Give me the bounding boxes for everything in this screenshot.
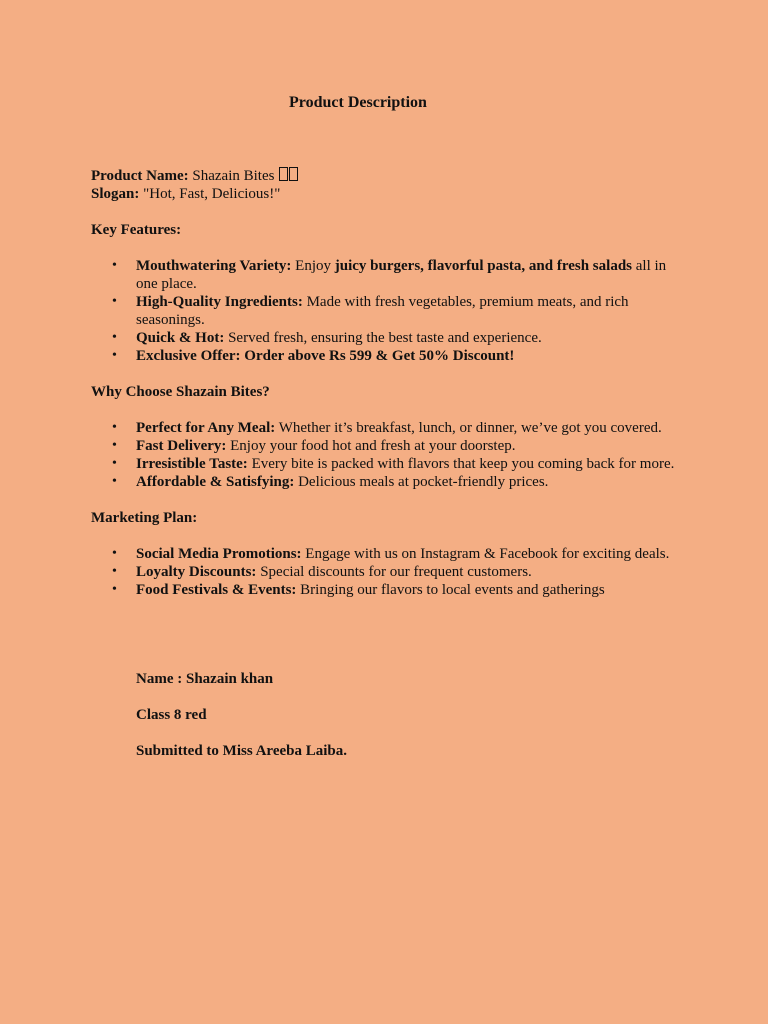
feature-label: High-Quality Ingredients: [136,294,303,310]
feature-highlight: juicy burgers, flavorful pasta, and fresh salads [334,258,632,274]
list-item [91,293,691,329]
bullet-icon: • [112,420,117,435]
product-name-value: Shazain Bites [188,168,275,184]
plan-label: Loyalty Discounts: [136,564,257,580]
product-name-line [91,167,691,185]
plan-label: Food Festivals & Events: [136,582,297,598]
bullet-icon: • [112,564,117,579]
reason-text: Delicious meals at pocket-friendly prices. [294,474,549,490]
marketing-plan-list [91,545,691,599]
list-item [91,545,691,563]
product-name-label: Product Name: [91,168,189,184]
bullet-icon: • [112,294,117,309]
bullet-icon: • [112,546,117,561]
reason-label: Perfect for Any Meal: [136,420,276,436]
why-choose-list [91,419,691,491]
missing-glyph-icon [289,167,298,181]
slogan-value: "Hot, Fast, Delicious!" [139,186,281,202]
plan-text: Special discounts for our frequent customers. [256,564,532,580]
list-item [91,563,691,581]
bullet-icon: • [112,438,117,453]
bullet-icon: • [112,348,117,363]
document-body [91,167,691,599]
bullet-icon: • [112,258,117,273]
reason-text: Whether it’s breakfast, lunch, or dinner, we’ve got you covered. [275,420,662,436]
plan-text: Bringing our flavors to local events and gatherings [296,582,605,598]
reason-text: Every bite is packed with flavors that keep you coming back for more. [247,456,675,472]
plan-label: Social Media Promotions: [136,546,302,562]
list-item [91,419,691,437]
student-name: Name : Shazain khan [136,671,274,687]
list-item [91,581,691,599]
reason-label: Irresistible Taste: [136,456,248,472]
plan-text: Engage with us on Instagram & Facebook for exciting deals. [301,546,670,562]
key-features-list [91,257,691,365]
why-choose-heading: Why Choose Shazain Bites? [91,384,270,400]
list-item [91,455,691,473]
slogan-line [91,185,691,203]
page-title: Product Description [289,94,427,111]
reason-label: Fast Delivery: [136,438,227,454]
feature-text: Served fresh, ensuring the best taste and experience. [224,330,542,346]
marketing-plan-heading: Marketing Plan: [91,510,198,526]
bullet-icon: • [112,330,117,345]
bullet-icon: • [112,474,117,489]
feature-text: Made with fresh vegetables, premium meats, and rich seasonings. [136,294,629,328]
missing-glyph-icon [279,167,288,181]
list-item [91,257,691,293]
bullet-icon: • [112,582,117,597]
key-features-heading: Key Features: [91,222,182,238]
list-item [91,347,691,365]
feature-text: Enjoy [291,258,335,274]
feature-label: Quick & Hot: [136,330,225,346]
feature-label: Mouthwatering Variety: [136,258,292,274]
signature-block [136,670,347,760]
reason-label: Affordable & Satisfying: [136,474,295,490]
reason-text: Enjoy your food hot and fresh at your doorstep. [226,438,516,454]
list-item [91,473,691,491]
slogan-label: Slogan: [91,186,140,202]
student-class: Class 8 red [136,707,207,723]
feature-label: Exclusive Offer: Order above Rs 599 & Get 50% Discount! [136,348,515,364]
list-item [91,437,691,455]
list-item [91,329,691,347]
feature-text: all in one place. [136,258,667,292]
bullet-icon: • [112,456,117,471]
submitted-to: Submitted to Miss Areeba Laiba. [136,743,347,759]
